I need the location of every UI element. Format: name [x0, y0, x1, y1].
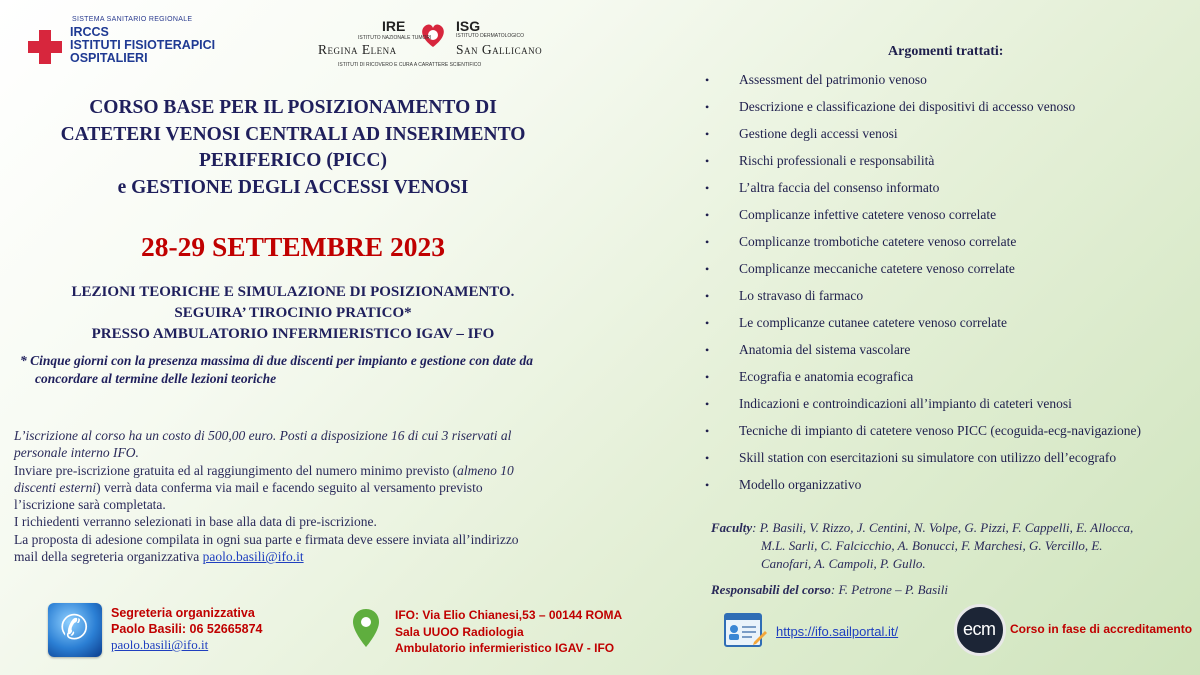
topic-item: • Le complicanze cutanee catetere venoso correlate: [700, 314, 1195, 341]
lessons-info: LEZIONI TEORICHE E SIMULAZIONE DI POSIZIONAMENTO. SEGUIRA’ TIROCINIO PRATICO* PRESSO AMBULATORIO INFERMIERISTICO IGAV – IFO: [71, 284, 515, 342]
course-responsible: Responsabili del corso: F. Petrone – P. Basili: [711, 582, 949, 597]
san-gallicano-text: San Gallicano: [456, 42, 543, 57]
topic-item: • Ecografia e anatomia ecografica: [700, 368, 1195, 395]
topics-heading: Argomenti trattati:: [888, 44, 1004, 59]
phone-icon: [48, 603, 102, 657]
topic-item: • Assessment del patrimonio venoso: [700, 71, 1195, 98]
topics-list: [700, 71, 1195, 503]
ire-label: IRE: [382, 18, 406, 34]
topic-item: • Modello organizzativo: [700, 476, 1195, 503]
isg-label: ISG: [456, 18, 481, 34]
registration-info: L’iscrizione al corso ha un costo di 500,00 euro. Posti a disposizione 16 di cui 3 riservati al personale interno IFO. Inviare pre-iscrizione gratuita ed al raggiungimento del numero minimo previsto (almeno 10 discenti esterni) verrà data conferma via mail e facendo seguito al versamento previsto l’iscrizione sarà completata. I richiedenti verranno selezionati in base alla data di pre-iscrizione. La proposta di adesione compilata in ogni sua parte e firmata deve essere inviata all’indirizzo mail della segreteria organizzativa paolo.basili@ifo.it: [14, 428, 519, 565]
isg-subtitle: ISTITUTO DERMATOLOGICO: [456, 33, 525, 39]
course-title: CORSO BASE PER IL POSIZIONAMENTO DI CATETERI VENOSI CENTRALI AD INSERIMENTO PERIFERICO (PICC) e GESTIONE DEGLI ACCESSI VENOSI: [60, 97, 526, 198]
topic-item: • Complicanze meccaniche catetere venoso correlate: [700, 260, 1195, 287]
topic-item: • L’altra faccia del consenso informato: [700, 179, 1195, 206]
regina-elena-text: Regina Elena: [318, 42, 397, 57]
location-info: IFO: Via Elio Chianesi,53 – 00144 ROMA Sala UUOO Radiologia Ambulatorio infermieristico IGAV - IFO: [395, 608, 623, 655]
secretariat-email-link[interactable]: paolo.basili@ifo.it: [111, 637, 209, 652]
ire-subtitle: ISTITUTO NAZIONALE TUMORI: [358, 35, 432, 41]
registration-email-link[interactable]: paolo.basili@ifo.it: [202, 549, 304, 565]
topic-item: • Anatomia del sistema vascolare: [700, 341, 1195, 368]
topic-item: • Lo stravaso di farmaco: [700, 287, 1195, 314]
faculty-info: Faculty: P. Basili, V. Rizzo, J. Centini, N. Volpe, G. Pizzi, F. Cappelli, E. Allocca, M.L. Sarli, C. Falcicchio, A. Bonucci, F. Marchesi, G. Vercillo, E. Canofari, A. Campoli, P. Gullo.: [711, 520, 1134, 571]
logo-footer-text: ISTITUTI DI RICOVERO E CURA A CARATTERE SCIENTIFICO: [338, 62, 482, 68]
topic-item: • Tecniche di impianto di catetere venoso PICC (ecoguida-ecg-navigazione): [700, 422, 1195, 449]
accreditation-status: Corso in fase di accreditamento: [1010, 622, 1193, 636]
location-pin-icon: [352, 609, 380, 649]
topic-item: • Complicanze infettive catetere venoso correlate: [700, 206, 1195, 233]
ecm-logo: ecm: [954, 604, 1006, 656]
topic-item: • Descrizione e classificazione dei dispositivi di accesso venoso: [700, 98, 1195, 125]
registration-form-icon: [724, 612, 768, 650]
red-cross-icon: [28, 30, 62, 64]
secretariat-info: Segreteria organizzativa Paolo Basili: 06 52665874 paolo.basili@ifo.it: [111, 606, 263, 652]
course-date: 28-29 SETTEMBRE 2023: [140, 231, 446, 262]
topic-item: • Complicanze trombotiche catetere venoso correlate: [700, 233, 1195, 260]
website-link[interactable]: https://ifo.sailportal.it/: [776, 624, 899, 639]
ifo-logo: [26, 14, 246, 74]
ire-isg-logo: [318, 18, 552, 70]
topic-item: • Skill station con esercitazioni su simulatore con utilizzo dell’ecografo: [700, 449, 1195, 476]
internship-note: * Cinque giorni con la presenza massima di due discenti per impianto e gestione con date da concordare al termine delle lezioni teoriche: [20, 353, 534, 386]
topic-item: • Rischi professionali e responsabilità: [700, 152, 1195, 179]
topic-item: • Indicazioni e controindicazioni all’impianto di cateteri venosi: [700, 395, 1195, 422]
logo-system-text: SISTEMA SANITARIO REGIONALE: [72, 16, 193, 23]
logo-institute-name: IRCCS ISTITUTI FISIOTERAPICI OSPITALIERI: [70, 25, 216, 65]
topic-item: • Gestione degli accessi venosi: [700, 125, 1195, 152]
